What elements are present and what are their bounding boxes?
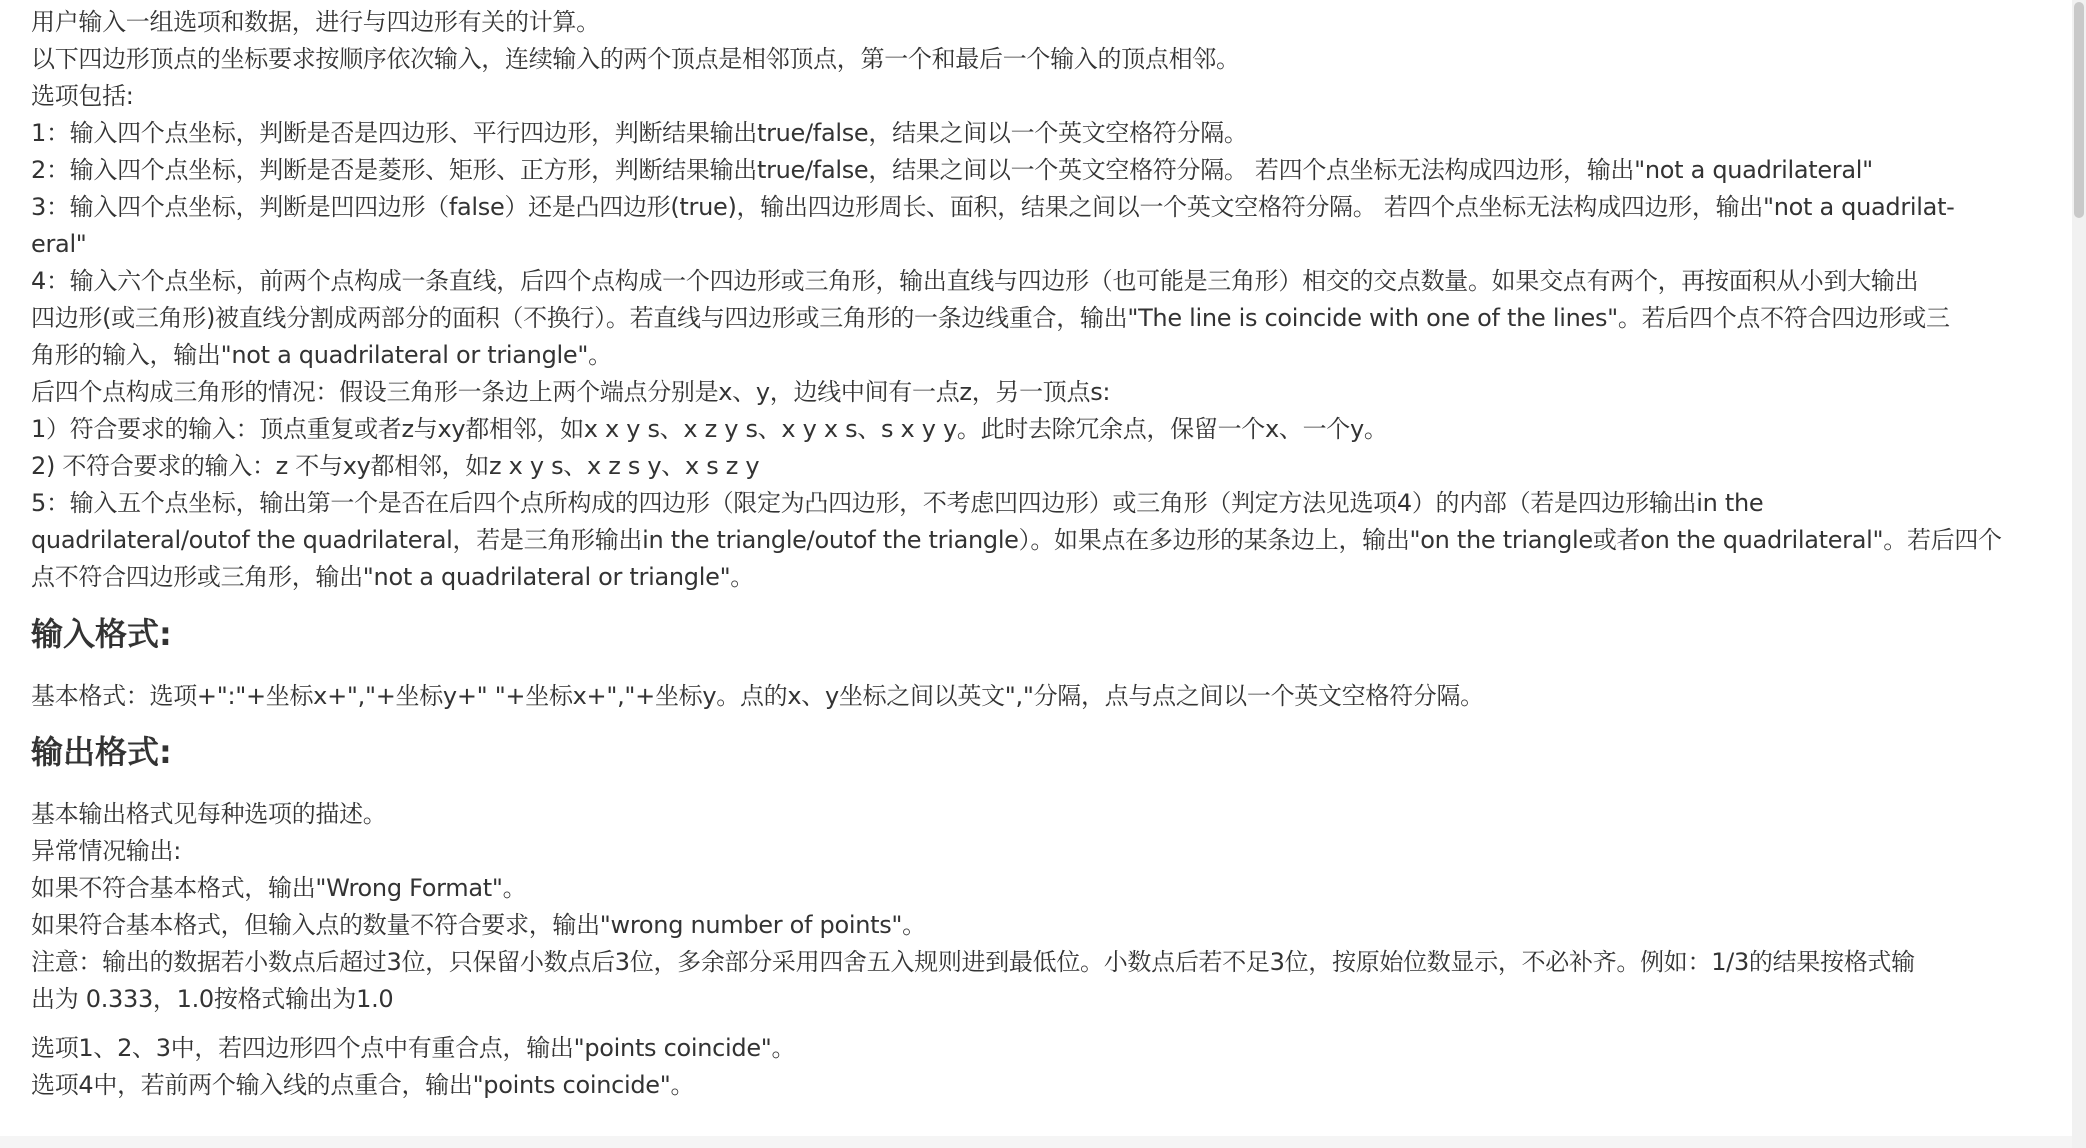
problem-content: [31, 4, 2031, 1104]
option-1-line: 1：输入四个点坐标，判断是否是四边形、平行四边形，判断结果输出true/false，结果之间以一个英文空格符分隔。: [31, 119, 1248, 147]
precision-note-line-cont: 出为 0.333，1.0按格式输出为1.0: [31, 985, 394, 1013]
option-4-line-cont: 四边形(或三角形)被直线分割成两部分的面积（不换行）。若直线与四边形或三角形的一条边线重合，输出"The line is coincide with one of the lines"。若后四个点不符合四边形或三: [31, 304, 1950, 332]
output-format-line: 基本输出格式见每种选项的描述。: [31, 800, 387, 828]
option-3-line: 3：输入四个点坐标，判断是凹四边形（false）还是凸四边形(true)，输出四边形周长、面积，结果之间以一个英文空格符分隔。 若四个点坐标无法构成四边形，输出"not a quadrilat-: [31, 193, 1955, 221]
option-4-line-cont: 角形的输入，输出"not a quadrilateral or triangle"。: [31, 341, 612, 369]
option-4-line: 4：输入六个点坐标，前两个点构成一条直线，后四个点构成一个四边形或三角形，输出直线与四边形（也可能是三角形）相交的交点数量。如果交点有两个，再按面积从小到大输出: [31, 267, 1919, 295]
option-5-line: 5：输入五个点坐标，输出第一个是否在后四个点所构成的四边形（限定为凸四边形，不考虑凹四边形）或三角形（判定方法见选项4）的内部（若是四边形输出in the: [31, 489, 1764, 517]
input-format-title: 输入格式:: [31, 615, 172, 653]
wrong-number-line: 如果符合基本格式，但输入点的数量不符合要求，输出"wrong number of points"。: [31, 911, 926, 939]
bottom-edge: [0, 1136, 2072, 1148]
option-5-line-cont: quadrilateral/outof the quadrilateral，若是三角形输出in the triangle/outof the triangle）。如果点在多边形的某条边上，输出"on the triangle或者on the quadrilateral"。若后四个: [31, 526, 2002, 554]
precision-note-line: 注意：输出的数据若小数点后超过3位，只保留小数点后3位，多余部分采用四舍五入规则进到最低位。小数点后若不足3位，按原始位数显示，不必补齐。例如：1/3的结果按格式输: [31, 948, 1915, 976]
coincide-note-line: 选项4中，若前两个输入线的点重合，输出"points coincide"。: [31, 1071, 695, 1099]
vertical-scrollbar[interactable]: [2072, 0, 2086, 1148]
problem-description: [31, 4, 2031, 596]
description-line: 选项包括:: [31, 82, 134, 110]
option-2-line: 2：输入四个点坐标，判断是否是菱形、矩形、正方形，判断结果输出true/false，结果之间以一个英文空格符分隔。 若四个点坐标无法构成四边形，输出"not a quadrilateral": [31, 156, 1873, 184]
wrong-format-line: 如果不符合基本格式，输出"Wrong Format"。: [31, 874, 527, 902]
output-format-title: 输出格式:: [31, 733, 172, 771]
description-line: 用户输入一组选项和数据，进行与四边形有关的计算。: [31, 8, 600, 36]
input-format-text: 基本格式：选项+":"+坐标x+","+坐标y+" "+坐标x+","+坐标y。点的x、y坐标之间以英文","分隔，点与点之间以一个英文空格符分隔。: [31, 682, 1484, 710]
output-format-body: [31, 796, 2031, 1104]
coincide-note-line: 选项1、2、3中，若四边形四个点中有重合点，输出"points coincide"。: [31, 1034, 796, 1062]
description-line: 以下四边形顶点的坐标要求按顺序依次输入，连续输入的两个顶点是相邻顶点，第一个和最后一个输入的顶点相邻。: [31, 45, 1240, 73]
invalid-input-line: 2) 不符合要求的输入：z 不与xy都相邻，如z x y s、x z s y、x s z y: [31, 452, 760, 480]
option-5-line-cont: 点不符合四边形或三角形，输出"not a quadrilateral or triangle"。: [31, 563, 755, 591]
output-format-line: 异常情况输出:: [31, 837, 181, 865]
valid-input-line: 1）符合要求的输入：顶点重复或者z与xy都相邻，如x x y s、x z y s、x y x s、s x y y。此时去除冗余点，保留一个x、一个y。: [31, 415, 1388, 443]
triangle-case-line: 后四个点构成三角形的情况：假设三角形一条边上两个端点分别是x、y，边线中间有一点z，另一顶点s:: [31, 378, 1111, 406]
scrollbar-thumb[interactable]: [2074, 2, 2084, 218]
option-3-line-cont: eral": [31, 230, 87, 258]
